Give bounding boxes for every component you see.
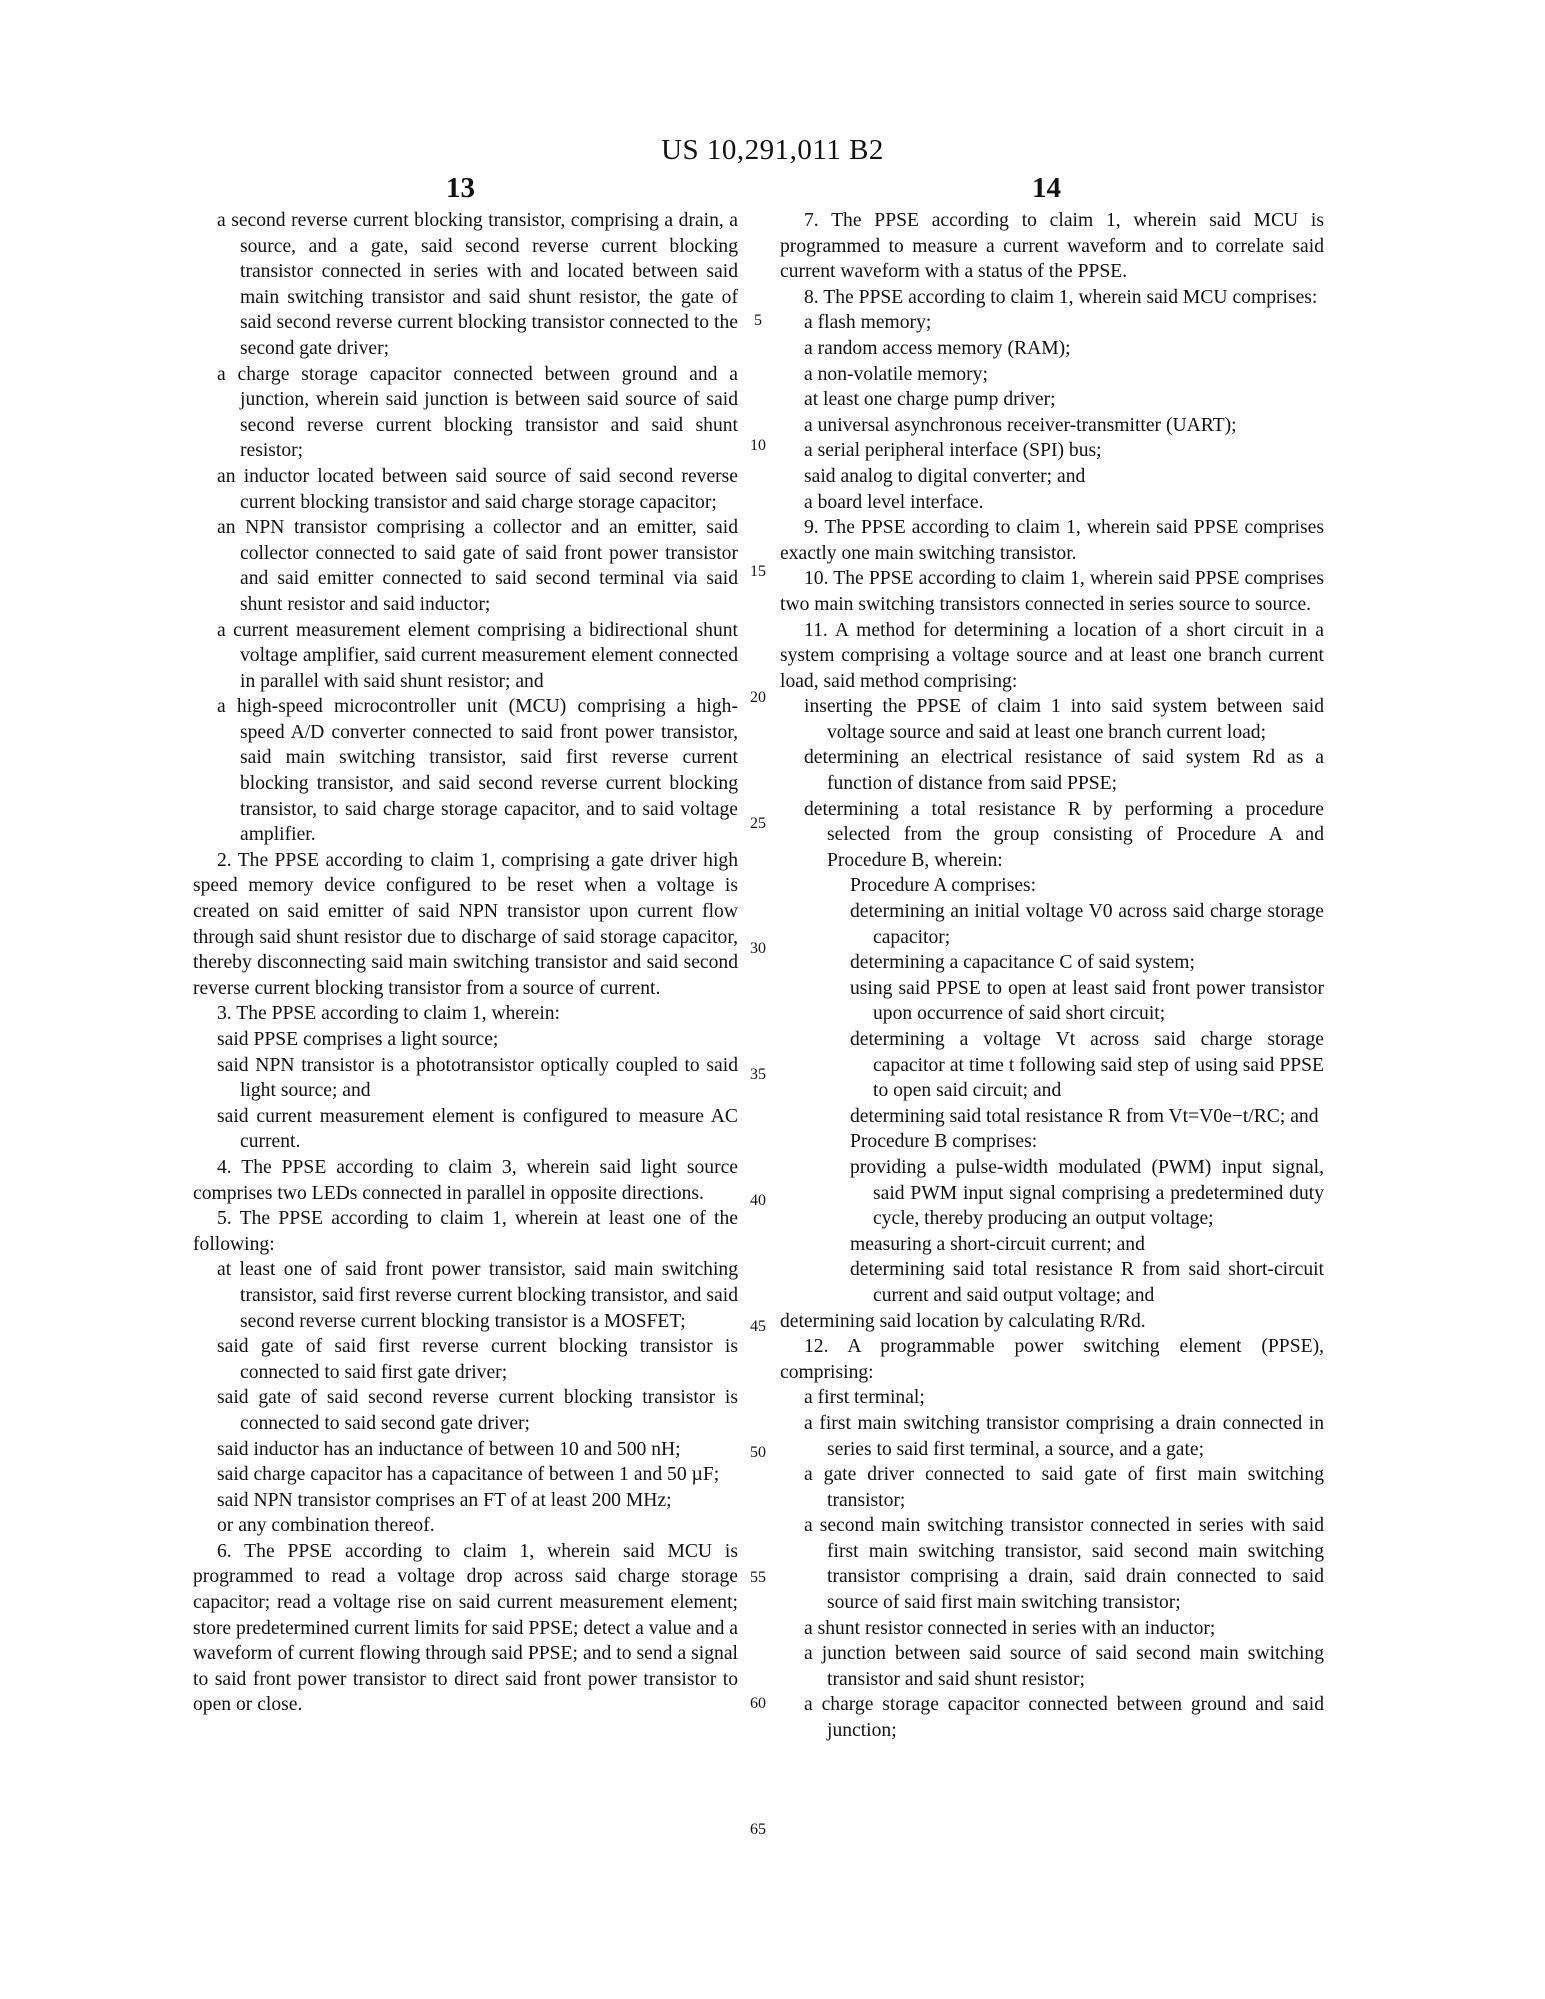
line-number: 45 — [750, 1318, 766, 1335]
line-number: 20 — [750, 689, 766, 706]
method-step: determining said location by calculating R/Rd. — [780, 1310, 1146, 1332]
line-number: 35 — [750, 1066, 766, 1083]
procedure-step: using said PPSE to open at least said front power transistor upon occurrence of said short circuit; — [850, 977, 1324, 1025]
claim-element: a charge storage capacitor connected between ground and a junction, wherein said junction is between said source of said second reverse current blocking transistor and said shunt resistor; — [217, 363, 738, 462]
method-step: determining a total resistance R by performing a procedure selected from the group consisting of Procedure A and Procedure B, wherein: — [804, 798, 1324, 871]
claim-element: said gate of said first reverse current blocking transistor is connected to said first gate driver; — [217, 1336, 738, 1383]
claim-element: an NPN transistor comprising a collector and an emitter, said collector connected to said gate of said front power transistor and said emitter connected to said second terminal via said shunt resistor and said inductor; — [217, 517, 738, 615]
claim-element: said charge capacitor has a capacitance of between 1 and 50 µF; — [217, 1464, 720, 1486]
procedure-step: providing a pulse-width modulated (PWM) input signal, said PWM input signal comprising a predetermined duty cycle, thereby producing an output voltage; — [850, 1156, 1324, 1230]
procedure-step: determining said total resistance R from said short-circuit current and said output voltage; and — [850, 1259, 1324, 1306]
method-step: determining an electrical resistance of said system Rd as a function of distance from said PPSE; — [804, 747, 1324, 795]
claim-element: a high-speed microcontroller unit (MCU) comprising a high-speed A/D converter connected to said front power transistor, said main switching transistor, said first reverse current blocking transistor, and said second reverse current blocking transistor, to said charge storage capacitor, and to said voltage amplifier. — [217, 696, 738, 846]
right-column — [780, 208, 1324, 1744]
left-column-number: 13 — [446, 172, 475, 204]
claim-7: 7. The PPSE according to claim 1, wherein said MCU is programmed to measure a current waveform and to correlate said current waveform with a status of the PPSE. — [780, 210, 1324, 283]
claim-5: 5. The PPSE according to claim 1, wherein at least one of the following: — [193, 1208, 738, 1255]
claim-element: a flash memory; — [804, 312, 932, 334]
claim-element: a gate driver connected to said gate of first main switching transistor; — [804, 1464, 1324, 1511]
method-step: inserting the PPSE of claim 1 into said system between said voltage source and said at least one branch current load; — [804, 696, 1324, 743]
claim-element: a second reverse current blocking transistor, comprising a drain, a source, and a gate, said second reverse current blocking transistor connected in series with and located between said main switching transistor and said shunt resistor, the gate of said second reverse current blocking transistor connected to the second gate driver; — [217, 210, 738, 359]
claim-element: at least one charge pump driver; — [804, 389, 1056, 411]
patent-number: US 10,291,011 B2 — [661, 134, 884, 166]
claim-12: 12. A programmable power switching element (PPSE), comprising: — [780, 1336, 1324, 1383]
line-number: 25 — [750, 815, 766, 832]
claim-element: a board level interface. — [804, 491, 984, 513]
line-number: 50 — [750, 1444, 766, 1461]
claim-element: said NPN transistor is a phototransistor optically coupled to said light source; and — [217, 1054, 738, 1102]
claim-element: a second main switching transistor connected in series with said first main switching transistor, said second main switching transistor comprising a drain, said drain connected to said source of said first main switching transistor; — [804, 1515, 1324, 1614]
claim-element: said current measurement element is configured to measure AC current. — [217, 1105, 738, 1153]
claim-9: 9. The PPSE according to claim 1, wherein said PPSE comprises exactly one main switching transistor. — [780, 517, 1324, 564]
procedure-step: determining said total resistance R from Vt=V0e−t/RC; and — [850, 1105, 1319, 1127]
claim-element: a universal asynchronous receiver-transmitter (UART); — [804, 414, 1237, 436]
claim-3: 3. The PPSE according to claim 1, wherein: — [217, 1003, 561, 1025]
claim-element: at least one of said front power transistor, said main switching transistor, said first reverse current blocking transistor, and said second reverse current blocking transistor is a MOSFET; — [217, 1259, 738, 1332]
right-column-number: 14 — [1032, 172, 1061, 204]
claim-element: a charge storage capacitor connected between ground and said junction; — [804, 1694, 1324, 1742]
line-number: 15 — [750, 563, 766, 580]
claim-element: said gate of said second reverse current blocking transistor is connected to said second gate driver; — [217, 1387, 738, 1434]
procedure-b-heading: Procedure B comprises: — [850, 1131, 1038, 1153]
procedure-step: determining a voltage Vt across said charge storage capacitor at time t following said step of using said PPSE to open said circuit; and — [850, 1029, 1324, 1102]
claim-element: said inductor has an inductance of between 10 and 500 nH; — [217, 1438, 681, 1460]
left-column — [193, 208, 738, 1718]
procedure-step: determining an initial voltage V0 across said charge storage capacitor; — [850, 901, 1324, 948]
claim-4: 4. The PPSE according to claim 3, wherein said light source comprises two LEDs connected in parallel in opposite directions. — [193, 1156, 738, 1204]
claim-element: said PPSE comprises a light source; — [217, 1029, 499, 1050]
procedure-step: measuring a short-circuit current; and — [850, 1233, 1145, 1255]
line-number: 60 — [750, 1695, 766, 1712]
claim-element: a serial peripheral interface (SPI) bus; — [804, 440, 1102, 462]
procedure-step: determining a capacitance C of said system; — [850, 952, 1195, 974]
claim-element: a first terminal; — [804, 1387, 925, 1409]
claim-element: a current measurement element comprising a bidirectional shunt voltage amplifier, said current measurement element connected in parallel with said shunt resistor; and — [217, 619, 738, 692]
claim-10: 10. The PPSE according to claim 1, wherein said PPSE comprises two main switching transistors connected in series source to source. — [780, 568, 1324, 615]
claim-2: 2. The PPSE according to claim 1, comprising a gate driver high speed memory device configured to be reset when a voltage is created on said emitter of said NPN transistor upon current flow through said shunt resistor due to discharge of said storage capacitor, thereby disconnecting said main switching transistor and said second reverse current blocking transistor from a source of current. — [193, 849, 738, 999]
line-number: 5 — [754, 312, 762, 329]
claim-element: a first main switching transistor comprising a drain connected in series to said first terminal, a source, and a gate; — [804, 1412, 1324, 1460]
claim-11: 11. A method for determining a location of a short circuit in a system comprising a voltage source and at least one branch current load, said method comprising: — [780, 619, 1324, 692]
claim-6: 6. The PPSE according to claim 1, wherein said MCU is programmed to read a voltage drop across said charge storage capacitor; read a voltage rise on said current measurement element; store predetermined current limits for said PPSE; detect a value and a waveform of current flowing through said PPSE; and to send a signal to said front power transistor to direct said front power transistor to open or close. — [193, 1540, 738, 1716]
line-number: 10 — [750, 437, 766, 454]
claim-element: a junction between said source of said second main switching transistor and said shunt resistor; — [804, 1643, 1324, 1690]
claim-element: an inductor located between said source of said second reverse current blocking transistor and said charge storage capacitor; — [217, 465, 738, 513]
line-number: 65 — [750, 1821, 766, 1838]
claim-element: a random access memory (RAM); — [804, 337, 1071, 359]
claim-8: 8. The PPSE according to claim 1, wherein said MCU comprises: — [804, 286, 1318, 308]
line-number: 30 — [750, 940, 766, 957]
claim-element: said NPN transistor comprises an FT of at least 200 MHz; — [217, 1489, 672, 1511]
procedure-a-heading: Procedure A comprises: — [850, 875, 1037, 897]
claim-element: said analog to digital converter; and — [804, 465, 1086, 487]
claim-element: a non-volatile memory; — [804, 363, 988, 385]
line-number: 40 — [750, 1192, 766, 1209]
line-number: 55 — [750, 1569, 766, 1586]
claim-element: or any combination thereof. — [217, 1515, 435, 1537]
claim-element: a shunt resistor connected in series with an inductor; — [804, 1617, 1216, 1639]
